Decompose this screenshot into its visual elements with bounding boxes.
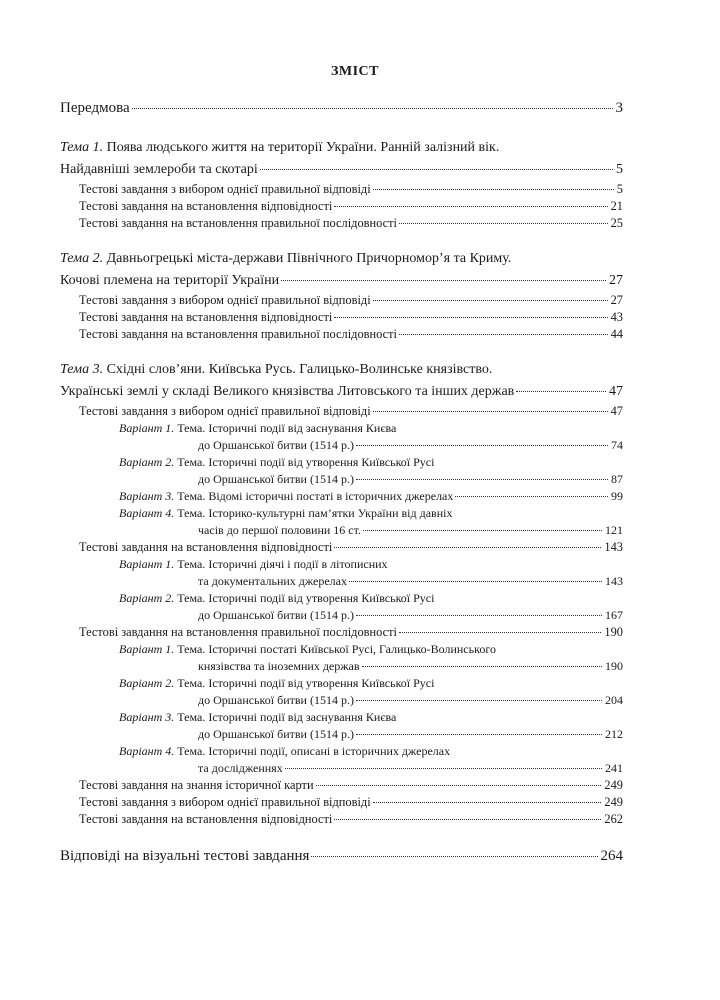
page-number: 264 xyxy=(600,848,623,864)
toc-subentry[interactable] xyxy=(60,794,623,811)
page-number: 3 xyxy=(615,100,623,116)
toc-variant[interactable] xyxy=(60,488,623,505)
variant-title-line2: до Оршанської битви (1514 р.) xyxy=(198,438,354,452)
dot-leader xyxy=(349,581,602,582)
variant-title-line1: Тема. Історичні події від утворення Київської Русі xyxy=(177,591,435,605)
variant-prefix: Варіант 2. xyxy=(119,591,175,605)
toc-variant[interactable] xyxy=(60,590,623,624)
variant-title-line2: та дослідженнях xyxy=(198,761,283,775)
variant-prefix: Варіант 3. xyxy=(119,710,175,724)
page-number: 47 xyxy=(609,384,623,399)
topic-title-line1: Поява людського життя на території України. Ранній залізний вік. xyxy=(106,140,500,155)
dot-leader xyxy=(399,223,608,224)
topic-title-line1: Східні слов’яни. Київська Русь. Галицько-Волинське князівство. xyxy=(106,362,493,377)
dot-leader xyxy=(373,189,614,190)
page-number: 74 xyxy=(611,438,623,452)
variant-title-line2: до Оршанської битви (1514 р.) xyxy=(198,727,354,741)
dot-leader xyxy=(334,819,601,820)
page-number: 212 xyxy=(605,727,623,741)
page-number: 190 xyxy=(605,659,623,673)
variant-title-line1: Тема. Історичні події, описані в історичних джерелах xyxy=(177,744,451,758)
variant-title-line1: Тема. Історичні події від заснування Києва xyxy=(177,710,397,724)
toc-subentry[interactable] xyxy=(60,198,623,215)
dot-leader xyxy=(311,856,597,857)
dot-leader xyxy=(316,785,602,786)
page-title: ЗМІСТ xyxy=(331,64,379,79)
page-number: 121 xyxy=(605,523,623,537)
entry-label: Передмова xyxy=(60,100,130,116)
variant-title-line2: часів до першої половини 16 ст. xyxy=(198,523,361,537)
page-number: 143 xyxy=(605,574,623,588)
page-number: 5 xyxy=(616,182,623,196)
variant-title-line1: Тема. Історичні події від утворення Київської Русі xyxy=(177,676,435,690)
variant-title-line2: до Оршанської битви (1514 р.) xyxy=(198,472,354,486)
variant-prefix: Варіант 1. xyxy=(119,642,175,656)
variant-title-line1: Тема. Історичні події від утворення Київської Русі xyxy=(177,455,435,469)
dot-leader xyxy=(334,206,607,207)
dot-leader xyxy=(399,632,601,633)
page-number: 262 xyxy=(604,812,623,826)
toc-variant[interactable] xyxy=(60,420,623,454)
page-number: 190 xyxy=(604,625,623,639)
entry-label: Тестові завдання з вибором однієї правильної відповіді xyxy=(79,795,371,809)
toc-variant[interactable] xyxy=(60,709,623,743)
toc-variant[interactable] xyxy=(60,641,623,675)
dot-leader xyxy=(362,666,602,667)
dot-leader xyxy=(356,615,602,616)
dot-leader xyxy=(455,496,608,497)
page-number: 249 xyxy=(604,795,623,809)
variant-prefix: Варіант 4. xyxy=(119,506,175,520)
toc-subentry[interactable] xyxy=(60,539,623,556)
entry-label: Тестові завдання на встановлення відповідності xyxy=(79,540,333,554)
entry-label: Відповіді на візуальні тестові завдання xyxy=(60,848,310,864)
variant-prefix: Варіант 2. xyxy=(119,676,175,690)
variant-prefix: Варіант 1. xyxy=(119,421,175,435)
dot-leader xyxy=(285,768,602,769)
page-number: 204 xyxy=(605,693,623,707)
variant-prefix: Варіант 3. xyxy=(119,489,175,503)
toc-variant[interactable] xyxy=(60,454,623,488)
dot-leader xyxy=(373,802,602,803)
toc-subentry[interactable] xyxy=(60,309,623,326)
page-number: 99 xyxy=(611,489,623,503)
variant-prefix: Варіант 1. xyxy=(119,557,175,571)
variant-title-line1: Тема. Історичні події від заснування Києва xyxy=(177,421,397,435)
entry-label: Тестові завдання на встановлення відповідності xyxy=(79,199,333,213)
toc-subentry[interactable] xyxy=(60,403,623,420)
toc-variant[interactable] xyxy=(60,743,623,777)
entry-label: Тестові завдання на встановлення правильної послідовності xyxy=(79,625,397,639)
variant-prefix: Варіант 4. xyxy=(119,744,175,758)
page-number: 249 xyxy=(604,778,623,792)
page-number: 27 xyxy=(609,273,623,288)
entry-label: Тестові завдання з вибором однієї правильної відповіді xyxy=(79,293,371,307)
toc-subentry[interactable] xyxy=(60,181,623,198)
page-number: 43 xyxy=(610,310,623,324)
page-number: 143 xyxy=(604,540,623,554)
table-of-contents xyxy=(60,100,623,865)
entry-label: Тестові завдання на встановлення правильної послідовності xyxy=(79,327,397,341)
dot-leader xyxy=(363,530,602,531)
topic-prefix: Тема 3. xyxy=(60,362,104,377)
toc-entry-answers[interactable] xyxy=(60,848,623,865)
toc-subentry[interactable] xyxy=(60,811,623,828)
toc-subentry[interactable] xyxy=(60,624,623,641)
entry-label: Тестові завдання з вибором однієї правильної відповіді xyxy=(79,182,371,196)
page-number: 44 xyxy=(610,327,623,341)
toc-variant[interactable] xyxy=(60,675,623,709)
toc-entry-preface[interactable] xyxy=(60,100,623,117)
page-number: 241 xyxy=(605,761,623,775)
dot-leader xyxy=(132,108,613,109)
entry-label: Тестові завдання на встановлення відповідності xyxy=(79,310,333,324)
toc-topic-3[interactable] xyxy=(60,359,623,403)
dot-leader xyxy=(516,391,606,392)
variant-title-line2: до Оршанської битви (1514 р.) xyxy=(198,608,354,622)
variant-title-line1: Тема. Відомі історичні постаті в історичних джерелах xyxy=(177,489,454,503)
topic-title-line1: Давньогрецькі міста-держави Північного Причорномор’я та Криму. xyxy=(106,251,512,266)
variant-prefix: Варіант 2. xyxy=(119,455,175,469)
toc-variant[interactable] xyxy=(60,505,623,539)
variant-title-line2: до Оршанської битви (1514 р.) xyxy=(198,693,354,707)
variant-title-line1: Тема. Історичні постаті Київської Русі, Галицько-Волинського xyxy=(177,642,496,656)
topic-title-line2: Найдавніші землероби та скотарі xyxy=(60,162,258,177)
dot-leader xyxy=(260,169,613,170)
toc-subentry[interactable] xyxy=(60,292,623,309)
topic-title-line2: Кочові племена на території України xyxy=(60,273,280,288)
toc-variant[interactable] xyxy=(60,556,623,590)
dot-leader xyxy=(356,445,608,446)
entry-label: Тестові завдання з вибором однієї правильної відповіді xyxy=(79,404,371,418)
toc-topic-2[interactable] xyxy=(60,248,623,292)
toc-subentry[interactable] xyxy=(60,215,623,232)
topic-title-line2: Українські землі у складі Великого князівства Литовського та інших держав xyxy=(60,384,515,399)
dot-leader xyxy=(334,547,601,548)
toc-subentry[interactable] xyxy=(60,326,623,343)
page-number: 25 xyxy=(610,216,623,230)
dot-leader xyxy=(373,411,608,412)
topic-prefix: Тема 2. xyxy=(60,251,104,266)
entry-label: Тестові завдання на встановлення відповідності xyxy=(79,812,333,826)
dot-leader xyxy=(373,300,608,301)
page-number: 47 xyxy=(610,404,623,418)
dot-leader xyxy=(356,734,602,735)
dot-leader xyxy=(399,334,608,335)
variant-title-line2: та документальних джерелах xyxy=(198,574,347,588)
page-number: 167 xyxy=(605,608,623,622)
entry-label: Тестові завдання на знання історичної карти xyxy=(79,778,314,792)
entry-label: Тестові завдання на встановлення правильної послідовності xyxy=(79,216,397,230)
dot-leader xyxy=(281,280,606,281)
page-number: 21 xyxy=(610,199,623,213)
page-number: 5 xyxy=(616,162,623,177)
topic-prefix: Тема 1. xyxy=(60,140,104,155)
dot-leader xyxy=(356,479,608,480)
page-number: 87 xyxy=(611,472,623,486)
page-number: 27 xyxy=(610,293,623,307)
variant-title-line2: князівства та іноземних держав xyxy=(198,659,360,673)
toc-topic-1[interactable] xyxy=(60,137,623,181)
variant-title-line1: Тема. Історико-культурні пам’ятки України від давніх xyxy=(177,506,453,520)
variant-title-line1: Тема. Історичні діячі і події в літописних xyxy=(177,557,388,571)
dot-leader xyxy=(334,317,607,318)
dot-leader xyxy=(356,700,602,701)
toc-subentry[interactable] xyxy=(60,777,623,794)
